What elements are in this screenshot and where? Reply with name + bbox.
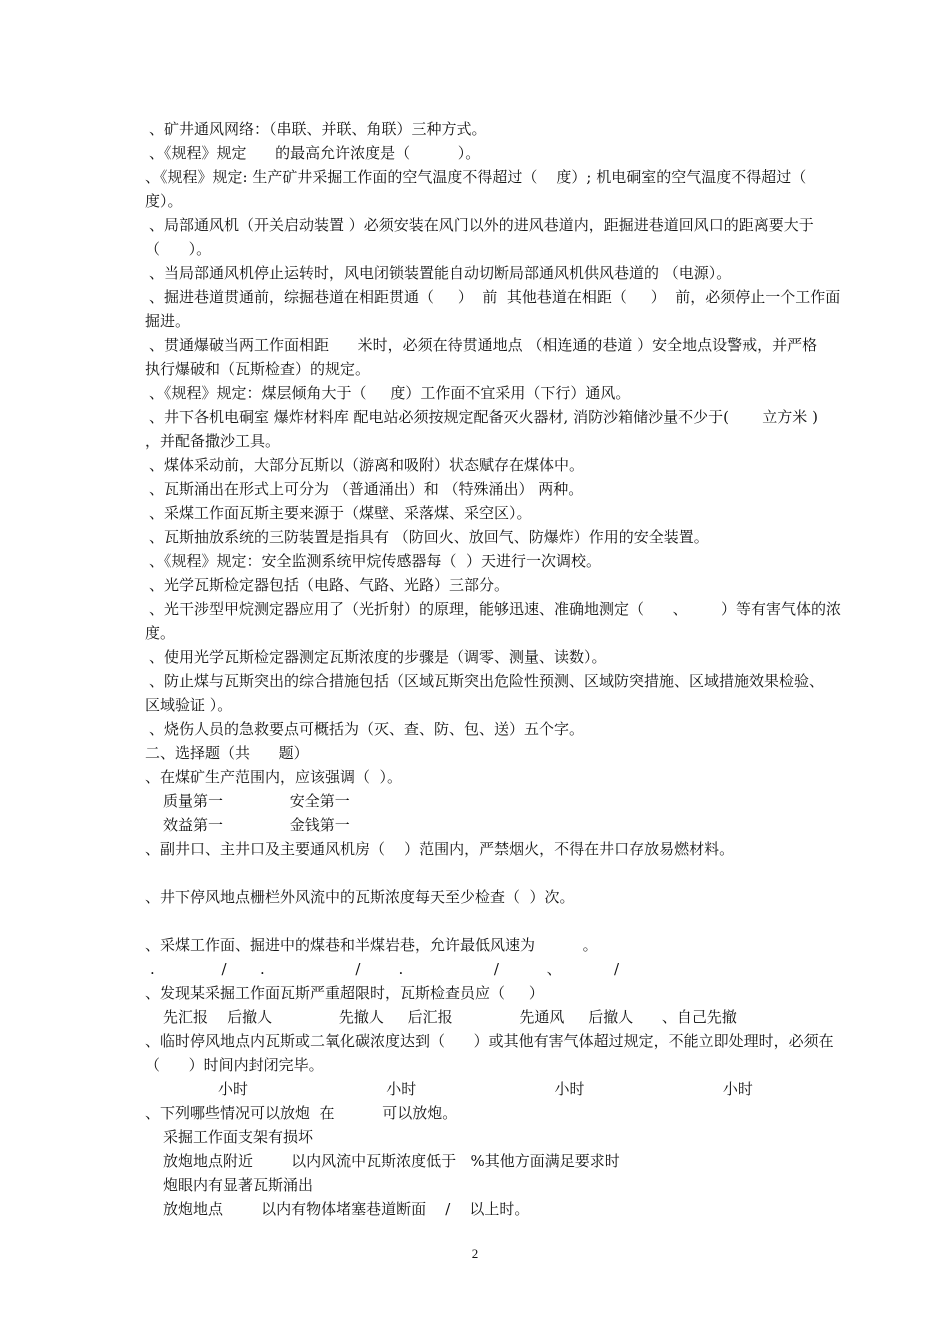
text-line: 、当局部通风机停止运转时，风电闭锁装置能自动切断局部通风机供风巷道的 （电源）。	[149, 264, 732, 282]
option-line: 效益第一 金钱第一	[163, 816, 350, 834]
text-line: 、掘进巷道贯通前，综掘巷道在相距贯通（ ） 前 其他巷道在相距（ ） 前，必须停止一个工作面	[149, 288, 841, 306]
question-line: 、副井口、主井口及主要通风机房（ ）范围内，严禁烟火，不得在井口存放易燃材料。	[145, 840, 735, 858]
text-line: 、《规程》规定：安全监测系统甲烷传感器每（ ）天进行一次调校。	[149, 552, 602, 570]
question-line: 、采煤工作面、掘进中的煤巷和半煤岩巷，允许最低风速为 。	[145, 936, 598, 954]
text-line: 、光学瓦斯检定器包括（电路、气路、光路）三部分。	[149, 576, 510, 594]
option-line: . / . / . / 、 /	[150, 960, 620, 978]
option-line: 小时 小时 小时 小时	[218, 1080, 753, 1098]
section-heading: 二、选择题（共 题）	[145, 744, 309, 762]
text-line: 度。	[145, 624, 176, 642]
text-line: 区域验证 ）。	[145, 696, 233, 714]
question-line: 、临时停风地点内瓦斯或二氧化碳浓度达到（ ）或其他有害气体超过规定，不能立即处理时，必须在	[145, 1032, 834, 1050]
text-line: 、《规程》规定：煤层倾角大于（ 度）工作面不宜采用（下行）通风。	[149, 384, 631, 402]
question-line: （ ）时间内封闭完毕。	[145, 1056, 324, 1074]
text-line: 、瓦斯涌出在形式上可分为 （普通涌出）和 （特殊涌出） 两种。	[149, 480, 584, 498]
text-line: 、局部通风机（开关启动装置 ）必须安装在风门以外的进风巷道内，距掘进巷道回风口的距离要大于	[149, 216, 814, 234]
text-line: 、采煤工作面瓦斯主要来源于（煤壁、采落煤、采空区）。	[149, 504, 532, 522]
option-line: 先汇报 后撤人 先撤人 后汇报 先通风 后撤人 、自己先撤	[163, 1008, 737, 1026]
question-line: 、井下停风地点栅栏外风流中的瓦斯浓度每天至少检查（ ）次。	[145, 888, 575, 906]
text-line: （ ）。	[145, 240, 212, 258]
question-line: 、发现某采掘工作面瓦斯严重超限时，瓦斯检查员应（ ）	[145, 984, 544, 1002]
text-line: 、防止煤与瓦斯突出的综合措施包括（区域瓦斯突出危险性预测、区域防突措施、区域措施效果检验、	[149, 672, 825, 690]
option-line: 炮眼内有显著瓦斯涌出	[163, 1176, 314, 1194]
text-line: 、瓦斯抽放系统的三防装置是指具有 （防回火、放回气、防爆炸）作用的安全装置。	[149, 528, 709, 546]
text-line: 掘进。	[145, 312, 191, 330]
option-line: 采掘工作面支架有损坏	[163, 1128, 314, 1146]
text-line: 、《规程》规定 的最高允许浓度是（ ）。	[149, 144, 481, 162]
option-line: 放炮地点附近 以内风流中瓦斯浓度低于 %其他方面满足要求时	[163, 1152, 620, 1170]
option-line: 放炮地点 以内有物体堵塞巷道断面 / 以上时。	[163, 1200, 530, 1218]
text-line: 、使用光学瓦斯检定器测定瓦斯浓度的步骤是（调零、测量、读数）。	[149, 648, 607, 666]
question-line: 、在煤矿生产范围内，应该强调（ ）。	[145, 768, 403, 786]
text-line: 、烧伤人员的急救要点可概括为（灭、查、防、包、送）五个字。	[149, 720, 585, 738]
text-line: 、矿井通风网络：（串联、并联、角联）三种方式。	[149, 120, 487, 138]
text-line: 、《规程》规定: 生产矿井采掘工作面的空气温度不得超过（ 度）; 机电硐室的空气温度不得超过（	[145, 168, 807, 186]
page-number: 2	[471, 1246, 479, 1261]
option-line: 质量第一 安全第一	[163, 792, 350, 810]
text-line: ，并配备撒沙工具。	[145, 432, 281, 450]
text-line: 、井下各机电硐室 爆炸材料库 配电站必须按规定配备灭火器材, 消防沙箱储沙量不少于( 立方米 )	[149, 408, 818, 426]
text-line: 执行爆破和（瓦斯检查）的规定。	[145, 360, 371, 378]
text-line: 、光干涉型甲烷测定器应用了（光折射）的原理，能够迅速、准确地测定（ 、 ）等有害气体的浓	[149, 600, 841, 618]
text-line: 度）。	[145, 192, 183, 210]
text-line: 、煤体采动前，大部分瓦斯以（游离和吸附）状态赋存在煤体中。	[149, 456, 585, 474]
text-line: 、贯通爆破当两工作面相距 米时，必须在待贯通地点 （相连通的巷道 ）安全地点设警戒，并严格	[149, 336, 818, 354]
question-line: 、下列哪些情况可以放炮 在 可以放炮。	[145, 1104, 458, 1122]
